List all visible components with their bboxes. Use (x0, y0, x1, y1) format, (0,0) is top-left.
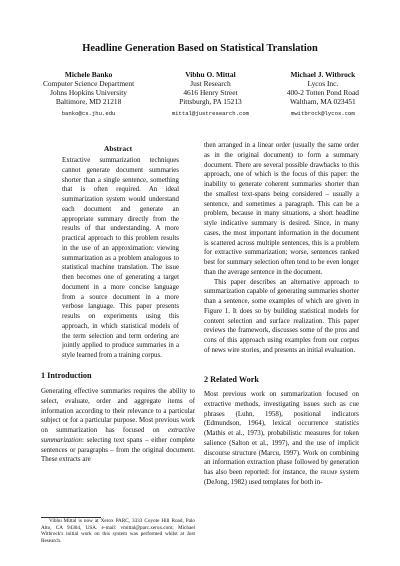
related-text-part: Most previous work on summarization focused on extractive methods, investigating issues such as cue phrases (Luhn, 1958), positional indicators (Edmundson, 1964), lexical occurrence statistics (Mathis et al., 1973), probabilistic measures for token salience (Salton et al., 1997), and the use of implicit discourse structure (Marcu, 1997). Work on combining an information extraction phase followed by generation has also been reported: for instance, the (204, 391, 359, 476)
right-column-text (204, 141, 359, 356)
related-work-text (204, 390, 359, 488)
author-name: Michele Banko (64, 70, 113, 79)
intro-text-part: : selecting text spans – either complete sentences or paragraphs – from the original document. These extracts are (41, 436, 195, 464)
footnote-text: Vibhu Mittal is now at Xerox PARC, 3333 Coyote Hill Road, Palo Alto, CA 94304, USA. e-mail: vmittal@parc.xerox.com; Michael Witbrock's initial work on this system was performed whilst at Just Research. (41, 518, 195, 545)
related-text-part: system (DeJong, 1982) used templates for both in- (204, 469, 359, 486)
section-heading-related-work: 2 Related Work (204, 375, 259, 384)
introduction-text (41, 387, 195, 465)
related-paragraph (204, 390, 359, 488)
section-heading-introduction: 1 Introduction (41, 371, 92, 380)
author-name: Michael J. Witbrock (290, 70, 356, 79)
author-2 (172, 70, 249, 118)
intro-emphasis: extractive summarization (41, 427, 195, 444)
intro-paragraph (41, 387, 195, 465)
author-affiliation: 4616 Henry Street (183, 88, 238, 98)
author-address: Baltimore, MD 21218 (55, 97, 122, 107)
body-paragraph: This paper describes an alternative approach to summarization capable of generating summaries shorter than a sentence, some examples of which are given in Figure 1. It does so by building statistical models for content selection and surface realization. This paper reviews the framework, discusses some of the pros and cons of this approach using examples from our corpus of news wire stories, and presents an initial evaluation. (204, 278, 359, 354)
author-email: banko@cs.jhu.edu (61, 110, 116, 118)
frump-system-name: frump (320, 469, 338, 476)
abstract-body (62, 156, 179, 361)
footnote (41, 518, 195, 545)
author-block (43, 70, 359, 118)
author-address: Waltham, MA 023451 (290, 97, 356, 107)
author-affiliation: Computer Science Department (43, 79, 135, 89)
author-affiliation: 400-2 Totten Pond Road (286, 88, 359, 98)
author-1 (43, 70, 134, 118)
author-3 (287, 70, 359, 118)
body-paragraph: then arranged in a linear order (usually the same order as in the original document) to form a summary document. There are several possible drawbacks to this approach, one of which is the focus of this paper: the inability to generate coherent summaries shorter than the smallest text-spans being considered – usually a sentence, and sometimes a paragraph. This can be a problem, because in many situations, a short headline style indicative summary is desired. Since, in many cases, the most important information in the document is scattered across multiple sentences, this is a problem for extractive summarization; worse, sentences ranked best for summary selection often tend to be even longer than the average sentence in the document. (204, 142, 359, 276)
author-affiliation: Just Research (190, 79, 231, 89)
author-affiliation: Lycos Inc. (307, 79, 339, 89)
intro-text-part: Generating effective summaries requires the ability to select, evaluate, order and aggregate items of information according to their relevance to a particular subject or for a particular purpose. Most previous work on summarization has focused on (41, 388, 195, 434)
author-email: mwitbrock@lycos.com (290, 110, 355, 118)
author-address: Pittsburgh, PA 15213 (179, 97, 242, 107)
abstract-heading: Abstract (103, 144, 133, 153)
paper-title: Headline Generation Based on Statistical Translation (82, 43, 318, 54)
abstract-text: Extractive summarization techniques cannot generate document summaries shorter than a single sentence, something that is often required. An ideal summarization system would understand each document and generate an appropriate summary directly from the results of that understanding. A more practical approach to this problem results in the use of an approximation: viewing summarization as a problem analogous to statistical machine translation. The issue then becomes one of generating a target document in a more concise language from a source document in a more verbose language. This paper presents results on experiments using this approach, in which statistical models of the term selection and term ordering are jointly applied to produce summaries in a style learned from a training corpus. (62, 157, 179, 359)
author-email: mittal@justresearch.com (171, 110, 250, 118)
author-name: Vibhu O. Mittal (185, 70, 236, 79)
author-affiliation: Johns Hopkins University (50, 88, 127, 98)
